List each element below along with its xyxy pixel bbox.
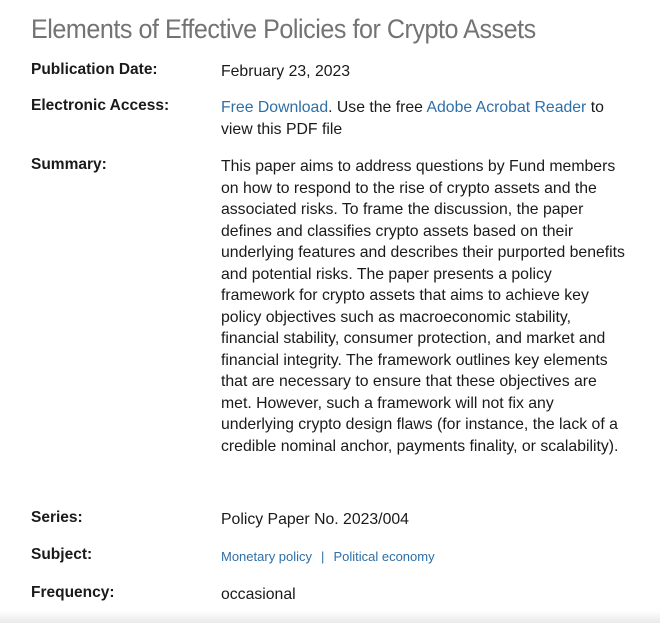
frequency-label: Frequency: <box>31 584 115 601</box>
electronic-access-value <box>221 97 625 140</box>
summary-text: This paper aims to address questions by Fund members on how to respond to the rise of crypto assets and the associated risks. To frame the discussion, the paper defines and classifies crypto assets based on their underlying features and describes their purported benefits and potential risks. The paper presents a policy framework for crypto assets that aims to achieve key policy objectives such as macroeconomic stability, financial stability, consumer protection, and market and financial integrity. The framework outlines key elements that are necessary to ensure that these objectives are met. However, such a framework will not fix any underlying crypto design flaws (for instance, the lack of a credible nominal anchor, payments finality, or scalability). <box>221 158 625 455</box>
electronic-access-text: . Use the free <box>328 99 427 116</box>
subject-links <box>221 546 625 568</box>
free-download-link[interactable]: Free Download <box>221 99 329 116</box>
publication-date-label: Publication Date: <box>31 61 158 78</box>
subject-separator: | <box>321 549 325 564</box>
page-title: Elements of Effective Policies for Crypto Assets <box>31 14 536 44</box>
subject-label: Subject: <box>31 546 93 563</box>
series-value: Policy Paper No. 2023/004 <box>221 511 409 528</box>
summary-label: Summary: <box>31 156 107 173</box>
series-label: Series: <box>31 509 83 526</box>
publication-date-value: February 23, 2023 <box>221 63 351 80</box>
subject-link-monetary-policy[interactable]: Monetary policy <box>221 549 313 564</box>
subject-link-political-economy[interactable]: Political economy <box>333 549 435 564</box>
electronic-access-text-end: to view this PDF file <box>221 99 604 138</box>
electronic-access-label: Electronic Access: <box>31 97 170 114</box>
frequency-value: occasional <box>221 586 296 603</box>
bottom-divider <box>0 611 660 623</box>
adobe-acrobat-reader-link[interactable]: Adobe Acrobat Reader <box>426 99 587 116</box>
